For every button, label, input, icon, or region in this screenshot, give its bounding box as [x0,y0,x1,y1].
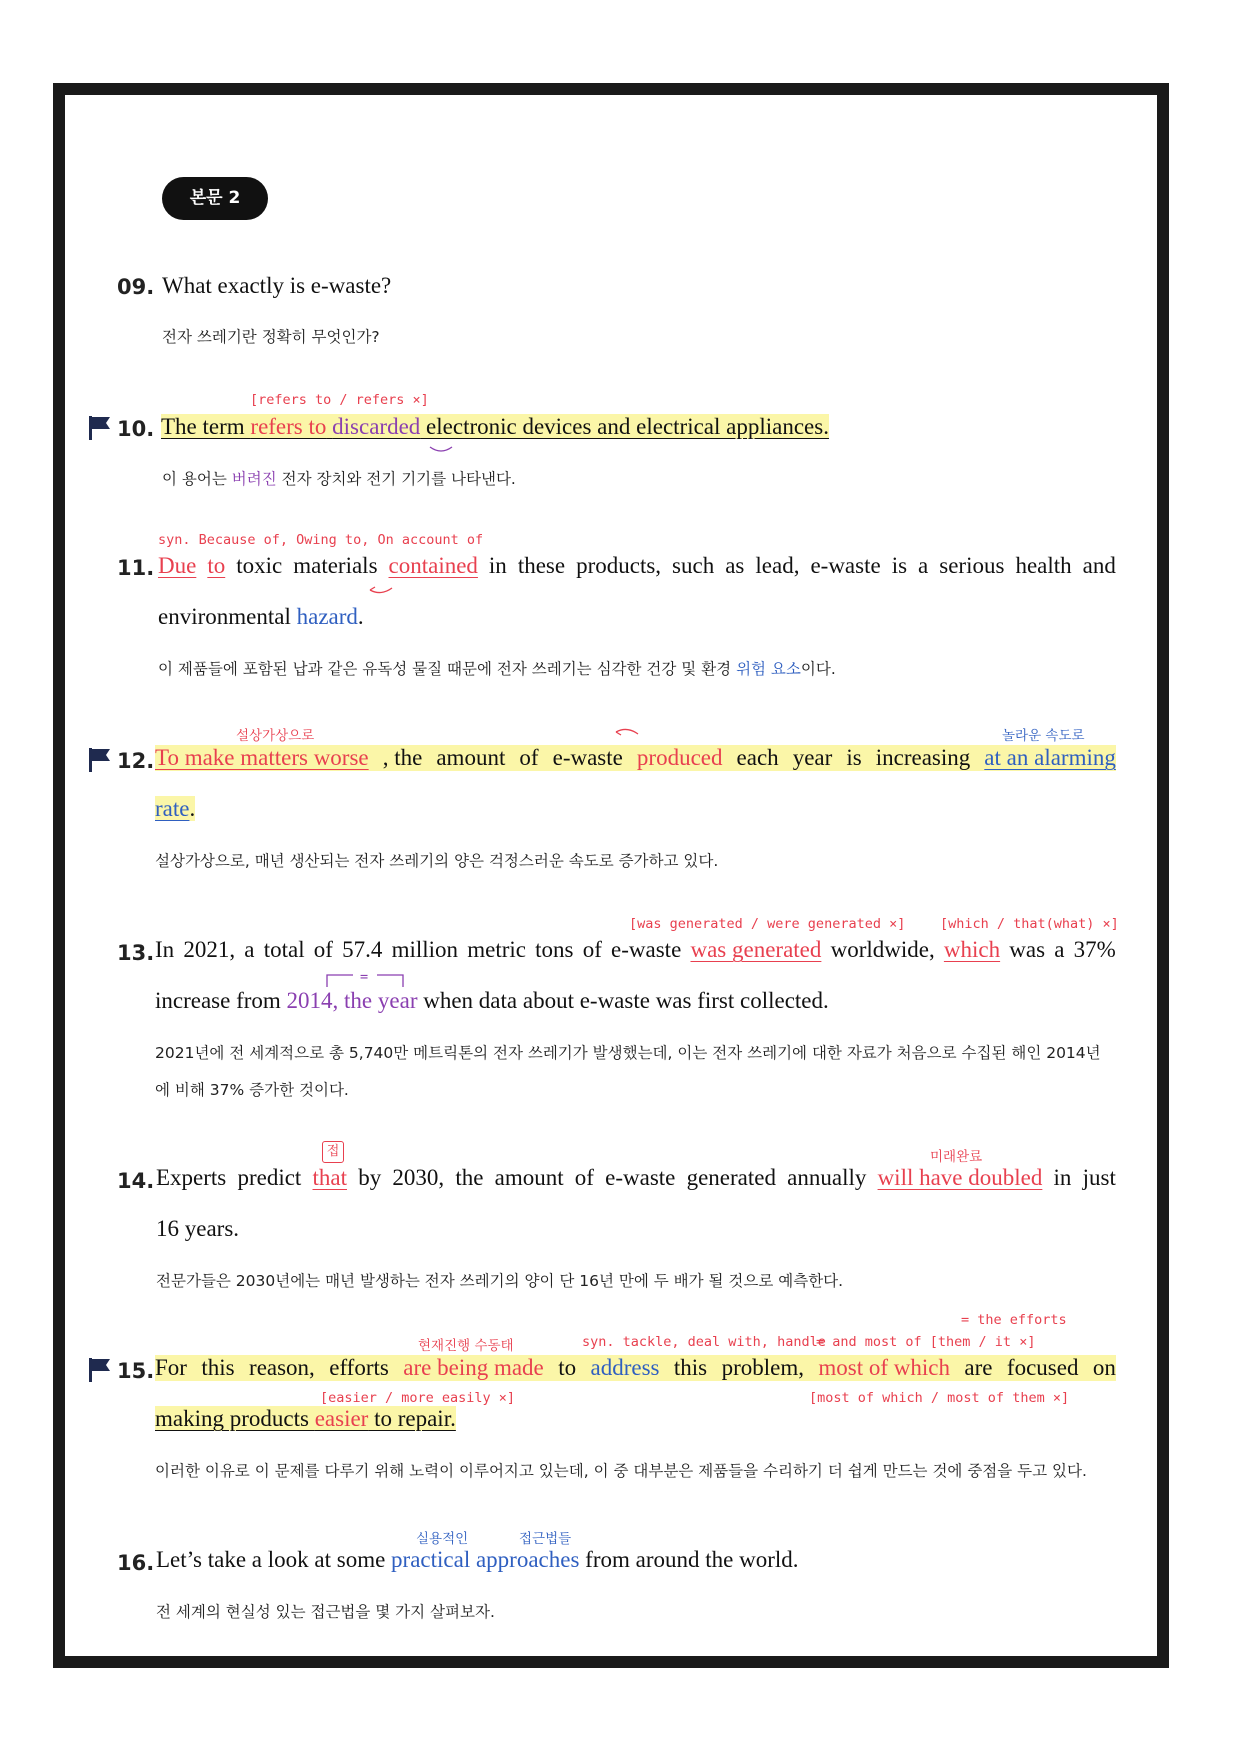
note-10-grammar: [refers to / refers ×] [250,392,429,408]
flag-icon [88,747,112,773]
sentence-12-line2: rate. [155,796,196,821]
note-15-passive: 현재진행 수동태 [418,1338,514,1354]
sentence-number-15: 15. [117,1359,155,1383]
sentence-13-line2: increase from 2014, the year when data about e-waste was first collected. [155,988,829,1013]
sentence-number-10: 10. [117,417,155,441]
note-11-syn: syn. Because of, Owing to, On account of [158,532,484,548]
arrow-mark-12 [614,726,640,738]
translation-15: 이러한 이유로 이 문제를 다루기 위해 노력이 이루어지고 있는데, 이 중 대부분은 제품들을 수리하기 더 쉽게 만드는 것에 중점을 두고 있다. [155,1462,1087,1480]
arrow-mark-10 [428,444,454,454]
conjunction-stamp-14: 접 [322,1141,344,1163]
sentence-number-09: 09. [117,275,155,299]
section-badge: 본문 2 [162,177,268,220]
note-15-syn: syn. tackle, deal with, handle [582,1334,826,1350]
sentence-number-16: 16. [117,1551,155,1575]
sentence-number-11: 11. [117,556,155,580]
sentence-number-14: 14. [117,1169,155,1193]
note-13-relative: [which / that(what) ×] [940,916,1119,932]
sentence-number-13: 13. [117,941,155,965]
translation-16: 전 세계의 현실성 있는 접근법을 몇 가지 살펴보자. [156,1603,495,1621]
note-14-tense: 미래완료 [930,1149,983,1165]
sentence-number-12: 12. [117,749,155,773]
sentence-12-line1: To make matters worse , the amount of e-waste produced each year is increasing at an alarming [155,745,1116,770]
sentence-15-line2: making products easier to repair. [155,1406,456,1431]
sentence-15-line1: For this reason, efforts are being made to address this problem, most of which are focused on [155,1355,1116,1380]
translation-09: 전자 쓰레기란 정확히 무엇인가? [162,328,380,346]
arrow-mark-11 [368,584,394,596]
note-13-voice: [was generated / were generated ×] [629,916,906,932]
sentence-10: The term refers to discarded electronic devices and electrical appliances. [161,414,829,439]
sentence-16: Let’s take a look at some practical approaches from around the world. [156,1547,799,1572]
note-16-practical: 실용적인 [416,1531,469,1547]
note-16-approaches: 접근법들 [519,1531,572,1547]
note-15-which: [most of which / most of them ×] [809,1390,1070,1406]
translation-13-line1: 2021년에 전 세계적으로 총 5,740만 메트릭톤의 전자 쓰레기가 발생했는데, 이는 전자 쓰레기에 대한 자료가 처음으로 수집된 해인 2014년 [155,1044,1101,1062]
note-12-rate: 놀라운 속도로 [1002,728,1085,744]
sentence-13-line1: In 2021, a total of 57.4 million metric tons of e-waste was generated worldwide, which was a 37% [155,937,1116,962]
flag-icon [88,415,112,441]
translation-10: 이 용어는 버려진 전자 장치와 전기 기기를 나타낸다. [162,470,516,488]
sentence-14-line1: Experts predict that by 2030, the amount of e-waste generated annually will have doubled in just [156,1165,1116,1190]
translation-13-line2: 에 비해 37% 증가한 것이다. [155,1081,349,1099]
note-12-idiom: 설상가상으로 [236,728,315,744]
translation-11: 이 제품들에 포함된 납과 같은 유독성 물질 때문에 전자 쓰레기는 심각한 건강 및 환경 위험 요소이다. [158,660,836,678]
sentence-11-line1: Due to toxic materials contained in these products, such as lead, e-waste is a serious health and [158,553,1116,578]
sentence-14-line2: 16 years. [156,1216,240,1241]
translation-14: 전문가들은 2030년에는 매년 발생하는 전자 쓰레기의 양이 단 16년 만에 두 배가 될 것으로 예측한다. [156,1272,844,1290]
note-15-antecedent: = the efforts [961,1312,1067,1328]
translation-12: 설상가상으로, 매년 생산되는 전자 쓰레기의 양은 걱정스러운 속도로 증가하고 있다. [155,852,719,870]
sentence-11-line2: environmental hazard. [158,604,364,629]
note-15-relative: = and most of [them / it ×] [816,1334,1036,1350]
flag-icon [88,1357,112,1383]
sentence-09: What exactly is e-waste? [162,273,392,298]
equals-sign-13: = [360,969,369,985]
note-15-comparative: [easier / more easily ×] [320,1390,516,1406]
